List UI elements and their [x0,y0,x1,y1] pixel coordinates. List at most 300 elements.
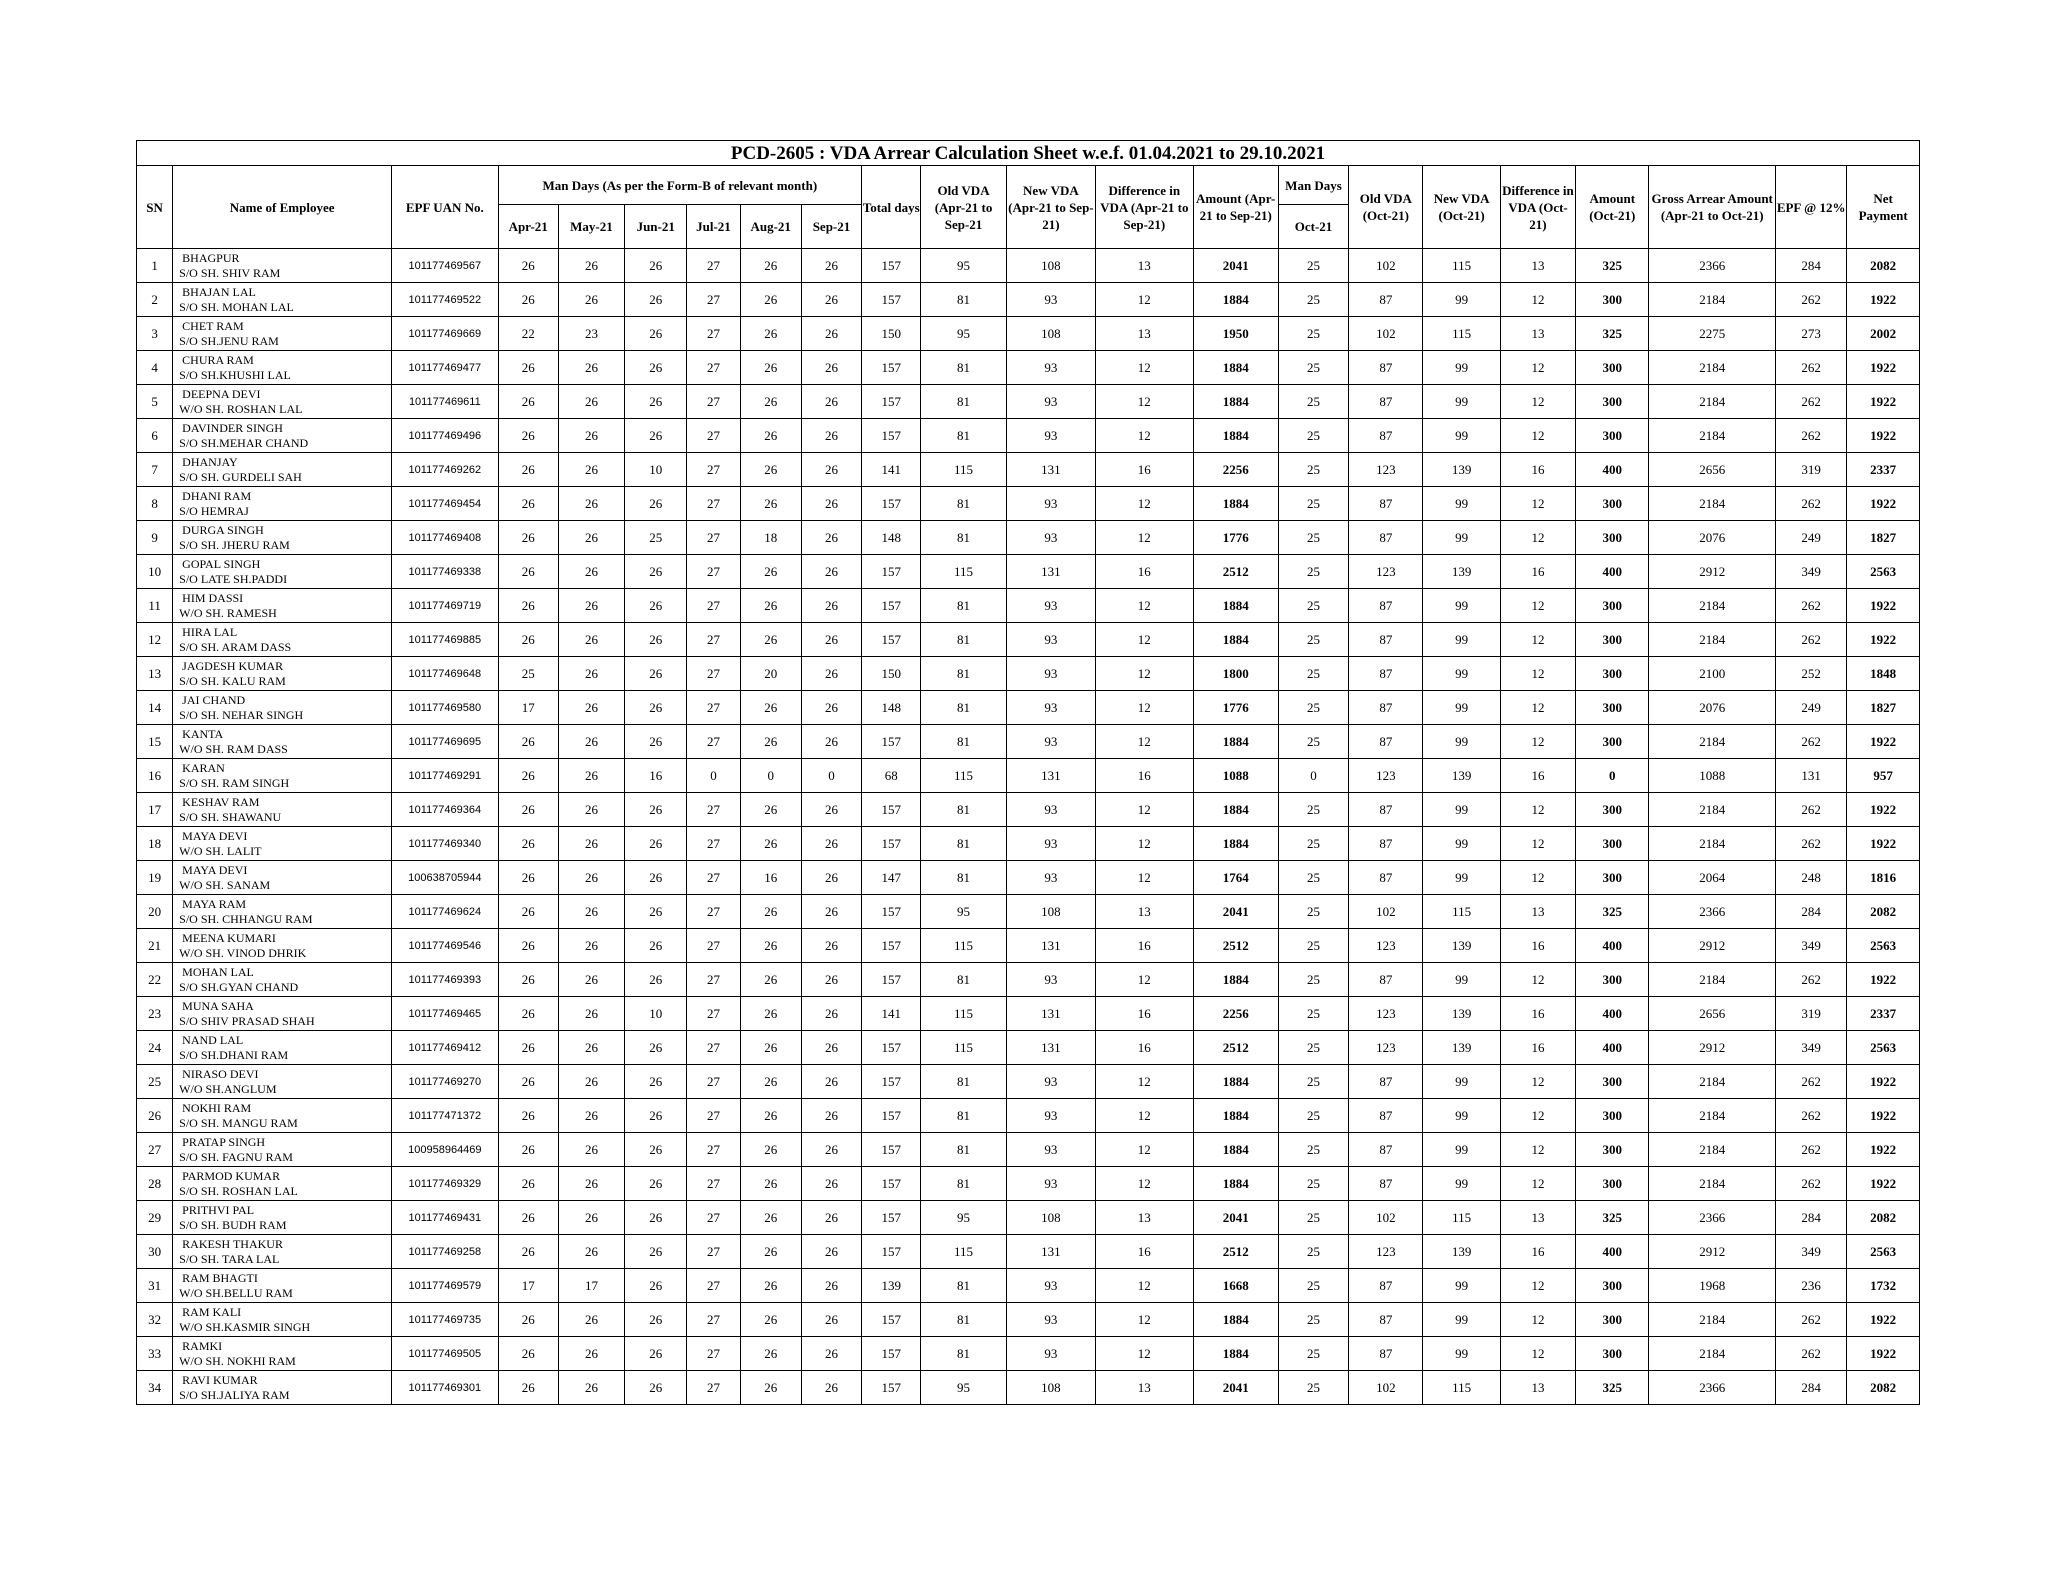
cell-jun: 26 [625,351,687,385]
cell-jul: 27 [687,283,740,317]
cell-old-vda: 115 [921,1031,1006,1065]
cell-diff-vda: 12 [1096,419,1193,453]
cell-net: 1922 [1847,283,1920,317]
cell-diff-vda: 16 [1096,1235,1193,1269]
cell-may: 26 [558,963,624,997]
cell-oct-days: 25 [1278,861,1348,895]
cell-jul: 27 [687,1167,740,1201]
cell-diff-vda: 12 [1096,589,1193,623]
cell-old-vda-oct: 123 [1349,1031,1423,1065]
cell-diff-vda-oct: 12 [1500,691,1575,725]
cell-may: 26 [558,1133,624,1167]
cell-sep: 26 [801,691,861,725]
cell-net: 2002 [1847,317,1920,351]
employee-relation: W/O SH. RAMESH [179,605,277,620]
cell-total-days: 157 [862,963,921,997]
cell-sep: 26 [801,895,861,929]
employee-relation: S/O SH. FAGNU RAM [179,1149,293,1164]
employee-name: MUNA SAHA [182,998,254,1013]
cell-new-vda: 93 [1006,691,1095,725]
cell-old-vda: 81 [921,521,1006,555]
employee-relation: S/O LATE SH.PADDI [179,571,288,586]
cell-sn: 9 [137,521,173,555]
cell-new-vda-oct: 139 [1423,1031,1500,1065]
cell-sn: 20 [137,895,173,929]
cell-new-vda-oct: 99 [1423,589,1500,623]
table-row [137,657,1920,691]
cell-uan: 101177469522 [392,283,498,317]
cell-uan: 101177471372 [392,1099,498,1133]
cell-new-vda: 93 [1006,657,1095,691]
cell-new-vda-oct: 99 [1423,657,1500,691]
cell-total-days: 157 [862,895,921,929]
table-row [137,1031,1920,1065]
cell-amount: 2041 [1193,1201,1278,1235]
cell-jun: 26 [625,657,687,691]
cell-new-vda-oct: 139 [1423,997,1500,1031]
cell-amount: 1764 [1193,861,1278,895]
cell-old-vda: 95 [921,249,1006,283]
cell-diff-vda-oct: 12 [1500,1269,1575,1303]
cell-amount: 1884 [1193,589,1278,623]
cell-jun: 26 [625,1167,687,1201]
cell-new-vda-oct: 99 [1423,691,1500,725]
table-row [137,1167,1920,1201]
cell-amount-oct: 300 [1576,385,1649,419]
cell-new-vda-oct: 99 [1423,419,1500,453]
cell-new-vda-oct: 115 [1423,317,1500,351]
cell-sep: 26 [801,351,861,385]
cell-jul: 27 [687,657,740,691]
cell-amount-oct: 325 [1576,895,1649,929]
cell-gross: 2366 [1649,249,1776,283]
employee-relation: S/O SH. ROSHAN LAL [179,1183,298,1198]
cell-epf: 284 [1776,249,1847,283]
cell-old-vda-oct: 87 [1349,657,1423,691]
cell-apr: 26 [498,1167,558,1201]
cell-uan: 101177469611 [392,385,498,419]
cell-diff-vda: 12 [1096,963,1193,997]
header-diff-vda: Difference in VDA (Apr-21 to Sep-21) [1096,166,1193,249]
cell-sn: 33 [137,1337,173,1371]
cell-new-vda-oct: 115 [1423,895,1500,929]
cell-new-vda: 108 [1006,1371,1095,1405]
cell-new-vda: 108 [1006,249,1095,283]
cell-uan: 101177469505 [392,1337,498,1371]
cell-amount: 1884 [1193,725,1278,759]
cell-new-vda: 93 [1006,419,1095,453]
cell-epf: 262 [1776,351,1847,385]
cell-diff-vda-oct: 12 [1500,487,1575,521]
cell-sep: 26 [801,963,861,997]
cell-new-vda: 131 [1006,997,1095,1031]
cell-epf: 262 [1776,283,1847,317]
cell-new-vda-oct: 99 [1423,793,1500,827]
cell-net: 1922 [1847,623,1920,657]
cell-diff-vda: 13 [1096,1201,1193,1235]
cell-jun: 26 [625,1099,687,1133]
header-month-may: May-21 [558,205,624,249]
cell-total-days: 157 [862,1065,921,1099]
cell-new-vda: 108 [1006,317,1095,351]
cell-gross: 2912 [1649,929,1776,963]
employee-name: RAKESH THAKUR [182,1236,283,1251]
table-row [137,929,1920,963]
cell-amount-oct: 400 [1576,555,1649,589]
table-row [137,521,1920,555]
cell-total-days: 147 [862,861,921,895]
employee-name: MAYA DEVI [182,828,248,843]
cell-old-vda-oct: 87 [1349,691,1423,725]
cell-new-vda-oct: 99 [1423,827,1500,861]
employee-relation: S/O SH. BUDH RAM [179,1217,287,1232]
table-row [137,555,1920,589]
cell-amount-oct: 300 [1576,1167,1649,1201]
cell-may: 26 [558,1371,624,1405]
vda-arrear-table [136,140,1920,1405]
cell-apr: 26 [498,725,558,759]
employee-relation: S/O SH. ARAM DASS [179,639,292,654]
cell-employee [173,691,392,725]
cell-oct-days: 25 [1278,351,1348,385]
cell-jul: 27 [687,1201,740,1235]
cell-employee [173,963,392,997]
cell-old-vda: 115 [921,759,1006,793]
cell-diff-vda-oct: 16 [1500,1031,1575,1065]
cell-amount-oct: 325 [1576,317,1649,351]
cell-may: 26 [558,249,624,283]
employee-relation: W/O SH. NOKHI RAM [179,1353,296,1368]
cell-amount-oct: 400 [1576,929,1649,963]
cell-epf: 284 [1776,1371,1847,1405]
cell-sn: 23 [137,997,173,1031]
cell-employee [173,759,392,793]
employee-name: PRATAP SINGH [182,1134,266,1149]
cell-jul: 27 [687,793,740,827]
cell-new-vda: 93 [1006,827,1095,861]
cell-oct-days: 25 [1278,1065,1348,1099]
cell-amount: 2256 [1193,453,1278,487]
cell-jul: 27 [687,997,740,1031]
cell-uan: 101177469719 [392,589,498,623]
cell-uan: 101177469496 [392,419,498,453]
cell-gross: 2184 [1649,1337,1776,1371]
cell-old-vda: 81 [921,589,1006,623]
cell-amount: 2512 [1193,555,1278,589]
cell-old-vda: 81 [921,691,1006,725]
cell-old-vda: 81 [921,1337,1006,1371]
cell-diff-vda-oct: 12 [1500,419,1575,453]
cell-uan: 101177469735 [392,1303,498,1337]
cell-uan: 101177469567 [392,249,498,283]
cell-old-vda: 95 [921,1201,1006,1235]
cell-amount-oct: 300 [1576,827,1649,861]
cell-new-vda-oct: 139 [1423,555,1500,589]
cell-aug: 26 [740,1303,801,1337]
cell-jul: 0 [687,759,740,793]
cell-new-vda: 93 [1006,351,1095,385]
cell-sep: 26 [801,725,861,759]
cell-old-vda: 81 [921,1133,1006,1167]
employee-relation: S/O SH. TARA LAL [179,1251,280,1266]
cell-may: 26 [558,521,624,555]
cell-epf: 349 [1776,1235,1847,1269]
cell-amount-oct: 325 [1576,1201,1649,1235]
cell-gross: 2184 [1649,963,1776,997]
cell-diff-vda: 12 [1096,351,1193,385]
cell-may: 26 [558,895,624,929]
cell-amount: 1884 [1193,351,1278,385]
cell-sep: 26 [801,793,861,827]
cell-amount-oct: 300 [1576,657,1649,691]
cell-epf: 262 [1776,963,1847,997]
employee-name: MAYA RAM [182,896,247,911]
cell-amount-oct: 300 [1576,793,1649,827]
cell-gross: 2366 [1649,895,1776,929]
cell-employee [173,317,392,351]
cell-jun: 26 [625,249,687,283]
cell-gross: 2366 [1649,1371,1776,1405]
cell-diff-vda: 12 [1096,827,1193,861]
cell-amount-oct: 300 [1576,1133,1649,1167]
cell-net: 1732 [1847,1269,1920,1303]
table-row [137,385,1920,419]
employee-name: CHET RAM [182,318,244,333]
cell-total-days: 157 [862,1099,921,1133]
cell-jun: 26 [625,861,687,895]
cell-apr: 26 [498,793,558,827]
cell-old-vda-oct: 87 [1349,793,1423,827]
cell-aug: 26 [740,1371,801,1405]
employee-relation: S/O SH.DHANI RAM [179,1047,289,1062]
cell-aug: 26 [740,997,801,1031]
cell-uan: 101177469291 [392,759,498,793]
cell-aug: 26 [740,895,801,929]
cell-old-vda-oct: 87 [1349,487,1423,521]
employee-name: MAYA DEVI [182,862,248,877]
cell-net: 1922 [1847,725,1920,759]
cell-sn: 25 [137,1065,173,1099]
cell-amount-oct: 300 [1576,1099,1649,1133]
cell-sn: 17 [137,793,173,827]
employee-name: PARMOD KUMAR [182,1168,281,1183]
cell-net: 1922 [1847,793,1920,827]
cell-jun: 26 [625,691,687,725]
cell-aug: 26 [740,691,801,725]
cell-jul: 27 [687,1031,740,1065]
cell-aug: 26 [740,1065,801,1099]
cell-may: 26 [558,1201,624,1235]
cell-old-vda-oct: 87 [1349,1303,1423,1337]
cell-old-vda-oct: 102 [1349,317,1423,351]
employee-name: PRITHVI PAL [182,1202,255,1217]
cell-jun: 26 [625,623,687,657]
cell-amount: 2041 [1193,249,1278,283]
cell-epf: 252 [1776,657,1847,691]
cell-amount: 1884 [1193,1167,1278,1201]
cell-old-vda: 81 [921,1099,1006,1133]
cell-amount: 1088 [1193,759,1278,793]
cell-gross: 2275 [1649,317,1776,351]
table-row [137,623,1920,657]
cell-old-vda-oct: 102 [1349,1201,1423,1235]
cell-diff-vda: 13 [1096,249,1193,283]
cell-aug: 26 [740,1099,801,1133]
cell-amount-oct: 300 [1576,1065,1649,1099]
cell-diff-vda-oct: 12 [1500,283,1575,317]
cell-sep: 26 [801,827,861,861]
cell-jun: 26 [625,1235,687,1269]
employee-relation: S/O SH. MOHAN LAL [179,299,294,314]
cell-gross: 2184 [1649,283,1776,317]
cell-may: 26 [558,793,624,827]
cell-sn: 8 [137,487,173,521]
cell-net: 1827 [1847,691,1920,725]
cell-epf: 249 [1776,691,1847,725]
cell-aug: 20 [740,657,801,691]
cell-uan: 101177469580 [392,691,498,725]
cell-apr: 26 [498,895,558,929]
cell-oct-days: 25 [1278,1133,1348,1167]
cell-new-vda-oct: 139 [1423,453,1500,487]
cell-diff-vda: 12 [1096,1065,1193,1099]
employee-relation: S/O SH.KHUSHI LAL [179,367,291,382]
cell-apr: 26 [498,997,558,1031]
cell-uan: 101177469477 [392,351,498,385]
cell-amount: 1884 [1193,1065,1278,1099]
cell-jun: 26 [625,725,687,759]
cell-gross: 2184 [1649,623,1776,657]
cell-jul: 27 [687,1337,740,1371]
cell-total-days: 157 [862,725,921,759]
cell-amount: 1884 [1193,1337,1278,1371]
employee-name: GOPAL SINGH [182,556,261,571]
cell-apr: 26 [498,759,558,793]
cell-may: 26 [558,827,624,861]
cell-total-days: 157 [862,419,921,453]
cell-diff-vda-oct: 12 [1500,623,1575,657]
cell-uan: 101177469695 [392,725,498,759]
cell-epf: 262 [1776,1303,1847,1337]
cell-apr: 26 [498,283,558,317]
cell-apr: 26 [498,1235,558,1269]
cell-jul: 27 [687,1235,740,1269]
cell-apr: 26 [498,1303,558,1337]
cell-jul: 27 [687,861,740,895]
cell-amount: 1776 [1193,691,1278,725]
cell-diff-vda: 16 [1096,759,1193,793]
cell-new-vda-oct: 99 [1423,623,1500,657]
cell-employee [173,521,392,555]
cell-new-vda-oct: 99 [1423,963,1500,997]
cell-may: 26 [558,1167,624,1201]
employee-name: RAVI KUMAR [182,1372,258,1387]
employee-relation: S/O SHIV PRASAD SHAH [179,1013,315,1028]
cell-apr: 26 [498,1031,558,1065]
table-row [137,487,1920,521]
cell-oct-days: 25 [1278,929,1348,963]
cell-diff-vda: 12 [1096,1099,1193,1133]
cell-old-vda: 81 [921,1065,1006,1099]
cell-aug: 26 [740,351,801,385]
cell-amount: 1884 [1193,385,1278,419]
cell-uan: 101177469329 [392,1167,498,1201]
cell-epf: 284 [1776,895,1847,929]
cell-old-vda: 115 [921,929,1006,963]
cell-diff-vda-oct: 12 [1500,725,1575,759]
cell-apr: 26 [498,827,558,861]
cell-gross: 2184 [1649,589,1776,623]
cell-new-vda: 93 [1006,1133,1095,1167]
cell-jun: 10 [625,997,687,1031]
cell-net: 2082 [1847,895,1920,929]
cell-apr: 26 [498,249,558,283]
cell-old-vda: 81 [921,419,1006,453]
cell-new-vda-oct: 99 [1423,861,1500,895]
employee-name: KARAN [182,760,225,775]
cell-diff-vda-oct: 13 [1500,249,1575,283]
cell-new-vda: 131 [1006,1235,1095,1269]
cell-epf: 319 [1776,997,1847,1031]
cell-jul: 27 [687,453,740,487]
cell-amount-oct: 300 [1576,691,1649,725]
cell-sep: 26 [801,861,861,895]
cell-may: 26 [558,997,624,1031]
cell-sn: 31 [137,1269,173,1303]
cell-sn: 11 [137,589,173,623]
cell-apr: 26 [498,1201,558,1235]
cell-new-vda-oct: 99 [1423,487,1500,521]
header-amount-oct: Amount (Oct-21) [1576,166,1649,249]
cell-may: 26 [558,929,624,963]
cell-diff-vda: 12 [1096,1269,1193,1303]
cell-may: 26 [558,1099,624,1133]
table-row [137,1099,1920,1133]
cell-net: 2082 [1847,1371,1920,1405]
cell-sep: 26 [801,1099,861,1133]
cell-total-days: 157 [862,1031,921,1065]
cell-gross: 1968 [1649,1269,1776,1303]
employee-name: BHAJAN LAL [182,284,256,299]
cell-epf: 262 [1776,419,1847,453]
cell-diff-vda: 12 [1096,487,1193,521]
cell-epf: 236 [1776,1269,1847,1303]
cell-sep: 26 [801,1201,861,1235]
cell-diff-vda: 13 [1096,317,1193,351]
cell-new-vda-oct: 139 [1423,759,1500,793]
table-row [137,759,1920,793]
cell-sn: 28 [137,1167,173,1201]
cell-gross: 2184 [1649,793,1776,827]
cell-new-vda: 93 [1006,283,1095,317]
cell-total-days: 148 [862,521,921,555]
cell-amount: 2256 [1193,997,1278,1031]
cell-net: 1922 [1847,1065,1920,1099]
cell-old-vda-oct: 87 [1349,351,1423,385]
cell-aug: 18 [740,521,801,555]
cell-jul: 27 [687,1371,740,1405]
cell-employee [173,827,392,861]
cell-uan: 101177469262 [392,453,498,487]
cell-jun: 10 [625,453,687,487]
table-row [137,1201,1920,1235]
cell-uan: 101177469431 [392,1201,498,1235]
employee-name: DEEPNA DEVI [182,386,261,401]
cell-jun: 26 [625,793,687,827]
cell-aug: 26 [740,419,801,453]
cell-total-days: 148 [862,691,921,725]
cell-may: 26 [558,419,624,453]
